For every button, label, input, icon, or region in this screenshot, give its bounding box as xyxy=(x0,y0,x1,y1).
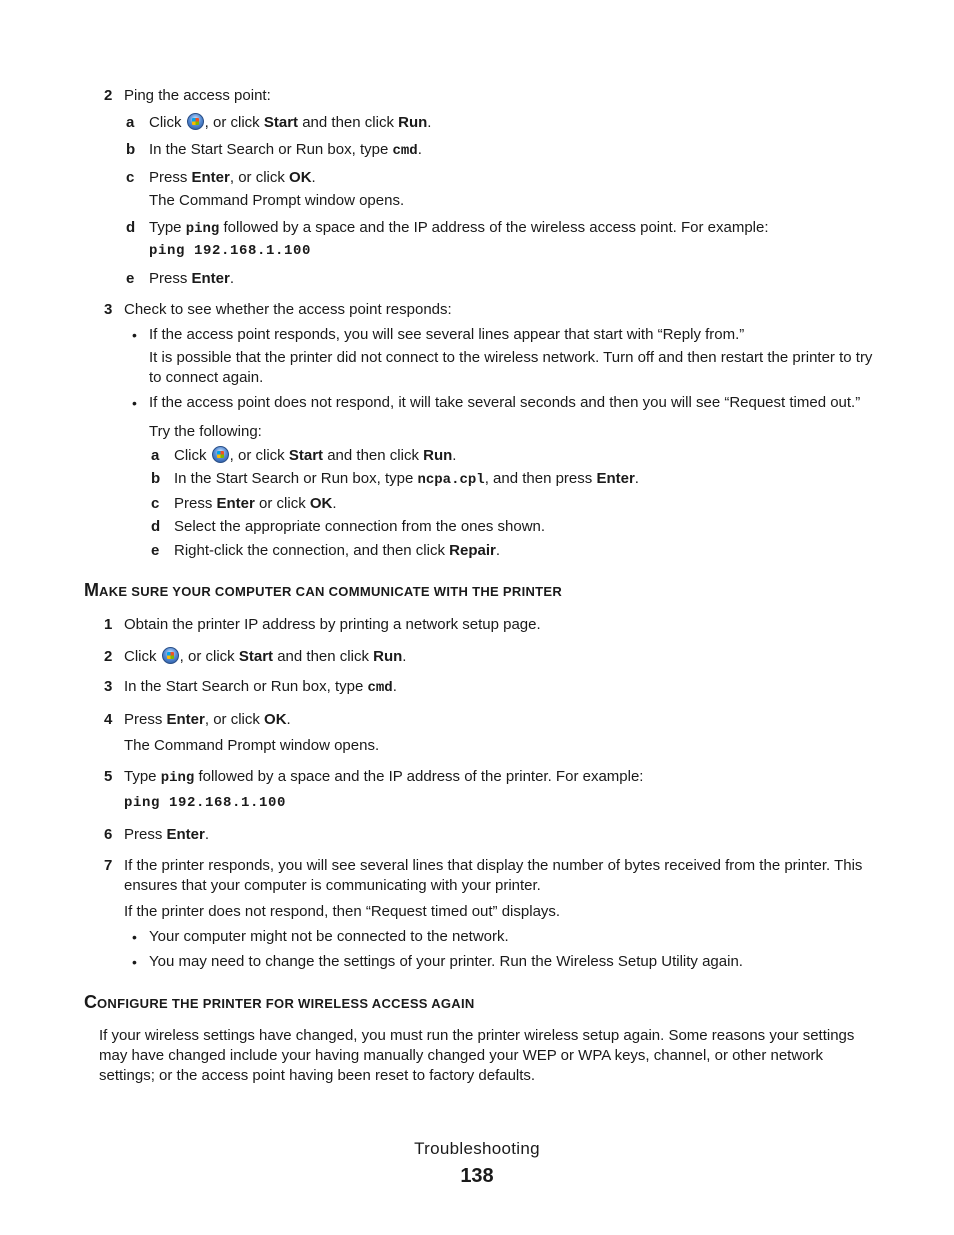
section-paragraph: If your wireless settings have changed, you must run the printer wireless setup again. Some reasons your settings may have changed include your having manually changed your WEP or WPA keys, channel, or other network settings; or the access point having been reset to factory defaults. xyxy=(99,1027,855,1084)
bullet-text: Your computer might not be connected to the network. xyxy=(149,928,509,945)
step-note: The Command Prompt window opens. xyxy=(124,737,380,754)
step-number: 6 xyxy=(104,826,113,843)
code-example: ping 192.168.1.100 xyxy=(149,243,312,259)
bullet-dot: • xyxy=(132,954,137,970)
substep-letter: c xyxy=(151,495,160,512)
step-number: 3 xyxy=(104,678,113,695)
bullet-text: If the access point does not respond, it will take several seconds and then you will see “Request timed out.” xyxy=(149,394,861,411)
step-number: 1 xyxy=(104,616,113,633)
substep-c: Press Enter, or click OK. xyxy=(149,169,316,186)
section-heading: CONFIGURE THE PRINTER FOR WIRELESS ACCESS AGAIN xyxy=(84,992,475,1012)
substep-letter: d xyxy=(126,219,136,236)
footer-title: Troubleshooting xyxy=(414,1139,540,1158)
try-substep-a: Click , or click Start and then click Run. xyxy=(174,447,457,464)
step-paragraph: If the printer responds, you will see several lines that display the number of bytes received from the printer. This ensures that your computer is communicating with your printer. xyxy=(124,857,863,894)
step-number: 2 xyxy=(104,648,113,665)
try-following: Try the following: xyxy=(149,423,262,440)
step-number: 4 xyxy=(104,711,113,728)
windows-start-orb-icon xyxy=(162,647,179,664)
substep-e: Press Enter. xyxy=(149,270,235,287)
step-number: 5 xyxy=(104,768,113,785)
code-example: ping 192.168.1.100 xyxy=(124,795,287,811)
try-substep-c: Press Enter or click OK. xyxy=(174,495,337,512)
step-text: Ping the access point: xyxy=(124,87,271,104)
substep-letter: e xyxy=(151,542,160,559)
bullet-dot: • xyxy=(132,395,137,411)
bullet-dot: • xyxy=(132,327,137,343)
step-text: In the Start Search or Run box, type cmd. xyxy=(124,678,397,696)
step-number: 2 xyxy=(104,87,113,104)
windows-start-orb-icon xyxy=(187,113,204,130)
substep-letter: c xyxy=(126,169,135,186)
step-number: 3 xyxy=(104,301,113,318)
substep-letter: b xyxy=(151,470,161,487)
bullet-dot: • xyxy=(132,929,137,945)
step-text: Type ping followed by a space and the IP address of the printer. For example: xyxy=(124,768,644,786)
substep-letter: b xyxy=(126,141,136,158)
substep-letter: e xyxy=(126,270,135,287)
substep-letter: a xyxy=(126,114,135,131)
section-heading: MAKE SURE YOUR COMPUTER CAN COMMUNICATE WITH THE PRINTER xyxy=(84,580,563,600)
substep-note: The Command Prompt window opens. xyxy=(149,192,405,209)
bullet-text: You may need to change the settings of your printer. Run the Wireless Setup Utility again. xyxy=(149,953,743,970)
step-text: Press Enter, or click OK. xyxy=(124,711,291,728)
bullet-paragraph: It is possible that the printer did not connect to the wireless network. Turn off and then restart the printer to try to connect again. xyxy=(149,349,873,386)
step-text: Check to see whether the access point responds: xyxy=(124,301,452,318)
substep-d: Type ping followed by a space and the IP address of the wireless access point. For example: xyxy=(149,219,769,237)
substep-b: In the Start Search or Run box, type cmd. xyxy=(149,141,422,159)
substep-letter: d xyxy=(151,518,161,535)
try-substep-e: Right-click the connection, and then click Repair. xyxy=(174,542,501,559)
page-number: 138 xyxy=(460,1165,494,1187)
windows-start-orb-icon xyxy=(212,446,229,463)
try-substep-b: In the Start Search or Run box, type ncpa.cpl, and then press Enter. xyxy=(174,470,639,488)
try-substep-d: Select the appropriate connection from the ones shown. xyxy=(174,518,546,535)
step-text: Press Enter. xyxy=(124,826,210,843)
step-text: Obtain the printer IP address by printing a network setup page. xyxy=(124,616,541,633)
substep-letter: a xyxy=(151,447,160,464)
step-text: Click , or click Start and then click Run. xyxy=(124,648,407,665)
step-number: 7 xyxy=(104,857,113,874)
step-note: If the printer does not respond, then “Request timed out” displays. xyxy=(124,903,561,920)
bullet-text: If the access point responds, you will see several lines appear that start with “Reply from.” xyxy=(149,326,745,343)
substep-a: Click , or click Start and then click Run. xyxy=(149,114,432,131)
